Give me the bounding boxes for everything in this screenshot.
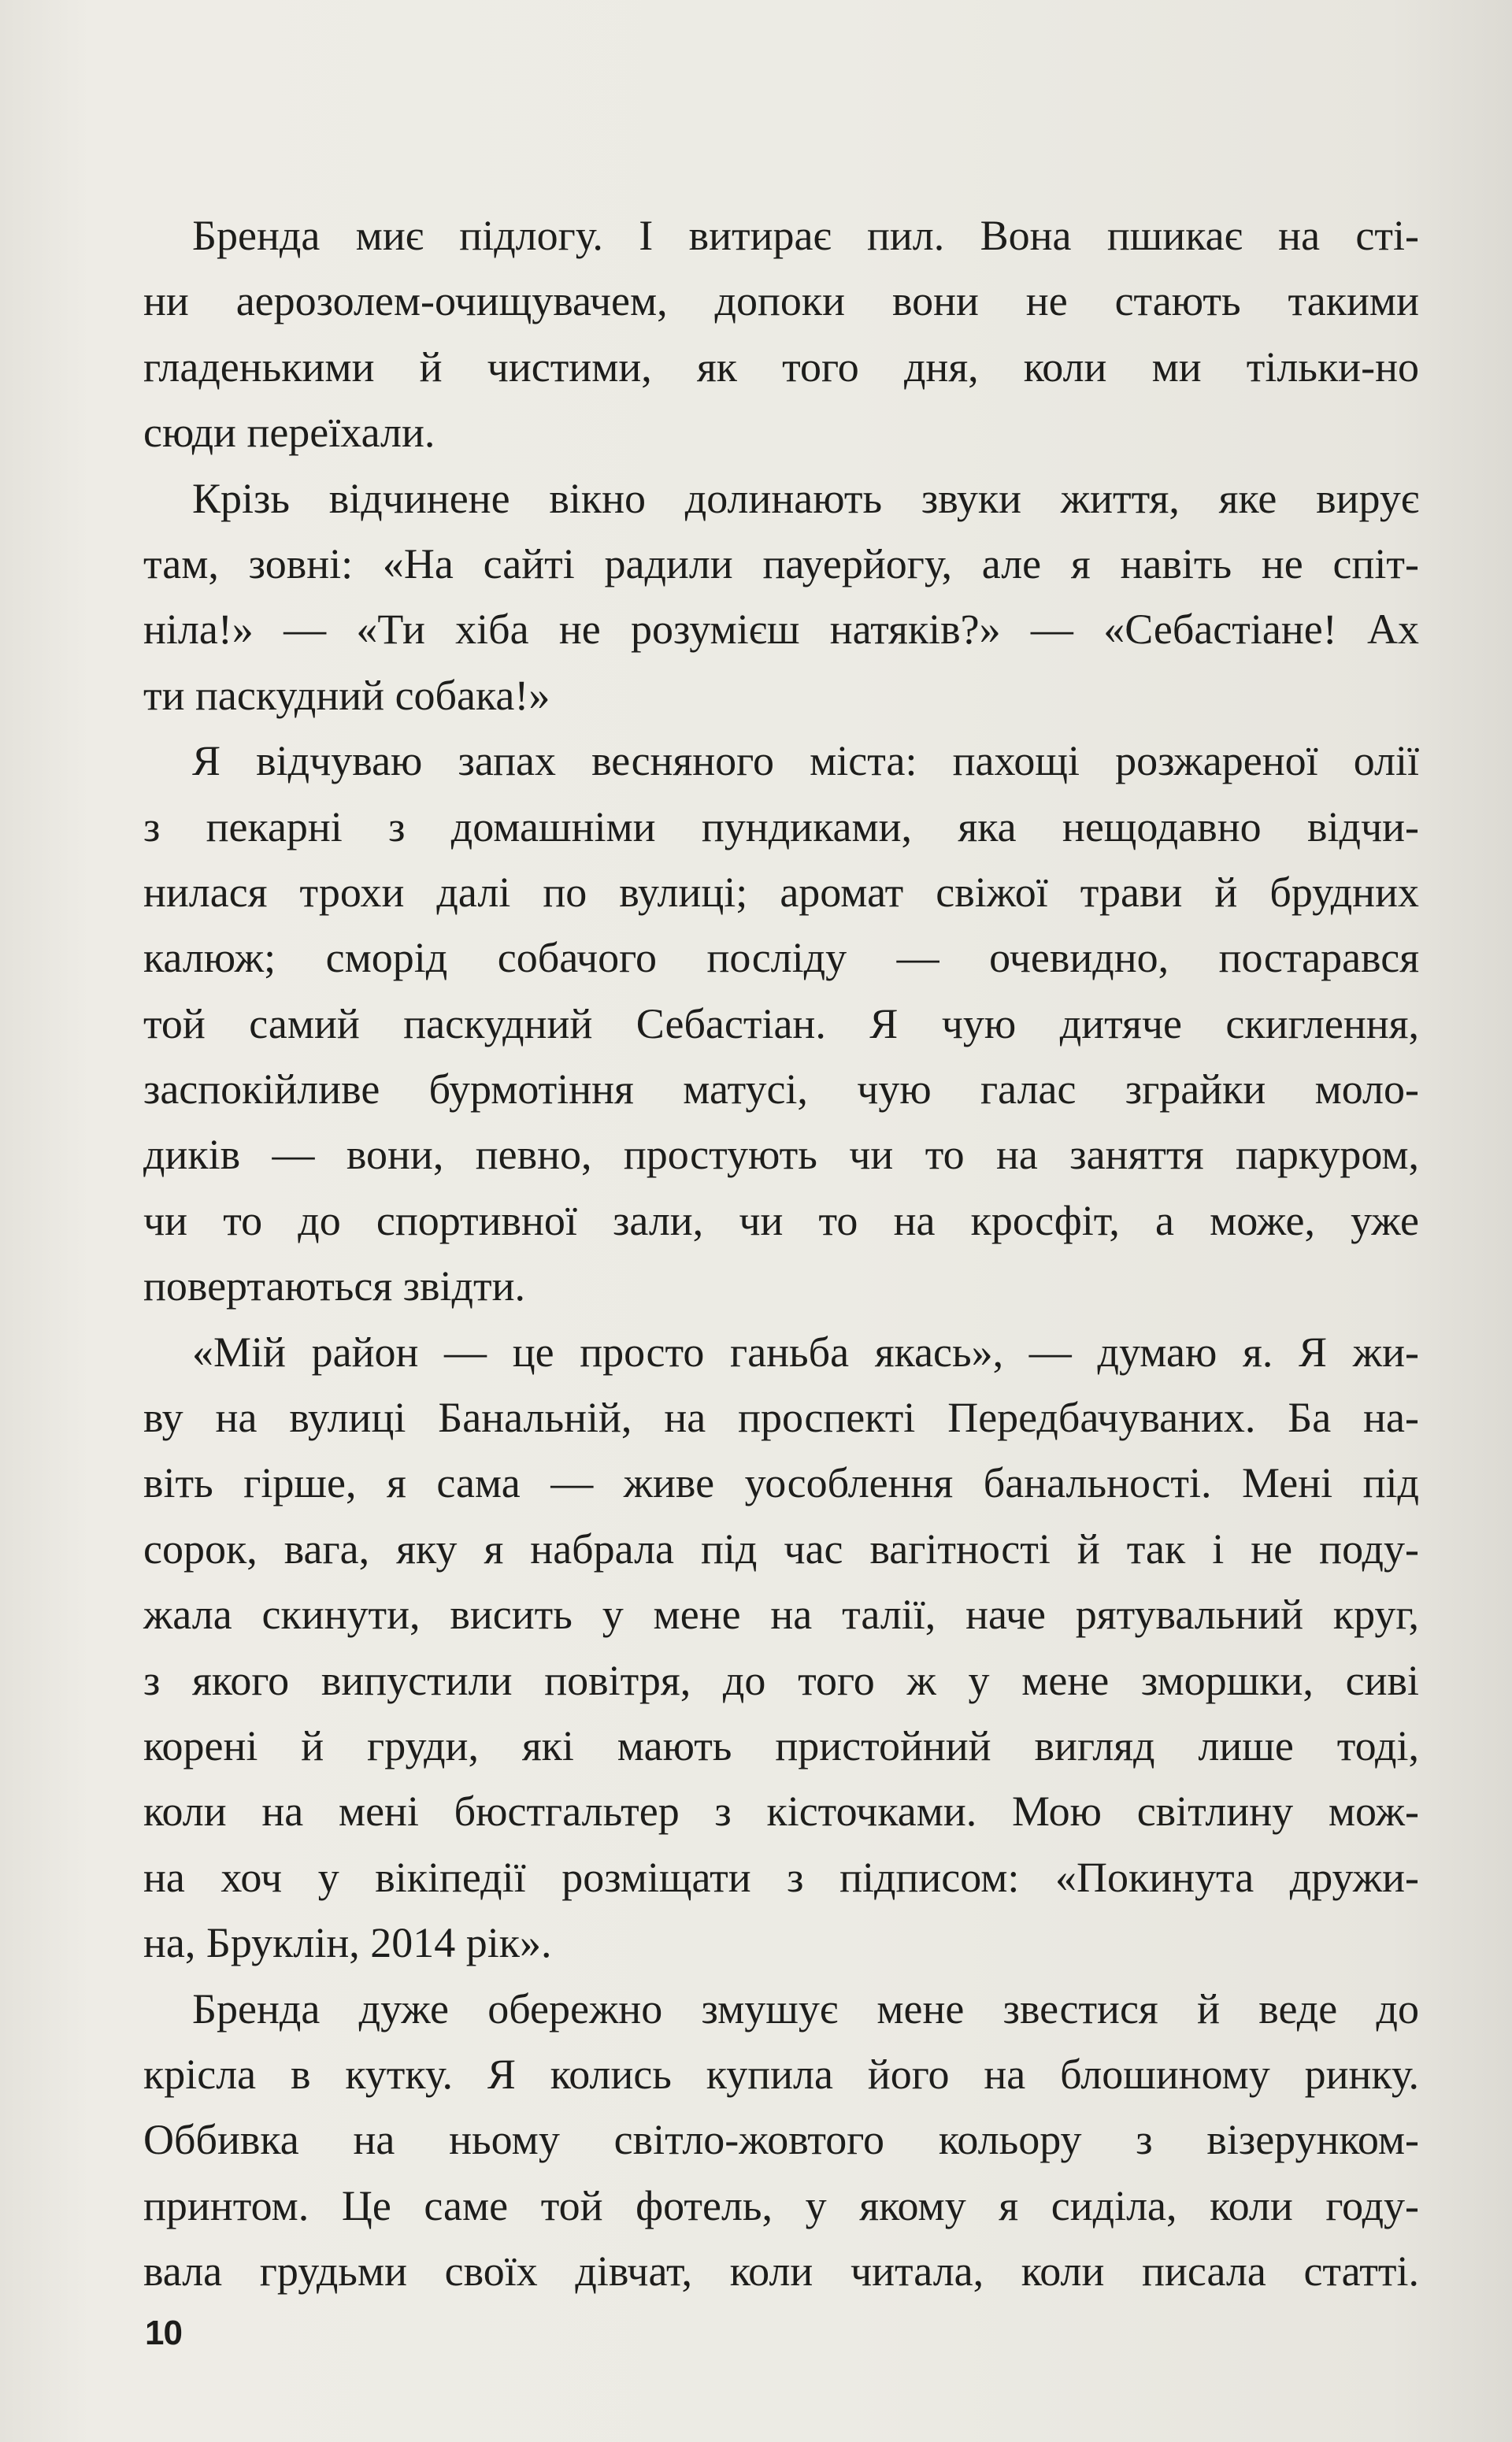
text-line: диків — вони, певно, простують чи то на заняття паркуром,	[143, 1131, 1419, 1179]
text-line: сорок, вага, яку я набрала під час вагітності й так і не поду-	[143, 1525, 1419, 1573]
paragraph	[143, 203, 1419, 466]
text-line: повертаються звідти.	[143, 1262, 526, 1310]
text-line: той самий паскудний Себастіан. Я чую дитяче скиглення,	[143, 999, 1419, 1047]
text-line: ни аерозолем-очищувачем, допоки вони не стають такими	[143, 277, 1419, 325]
paragraph	[143, 728, 1419, 1320]
paragraph	[143, 1320, 1419, 1977]
text-line: принтом. Це саме той фотель, у якому я сиділа, коли году-	[143, 2181, 1420, 2229]
text-line: з пекарні з домашніми пундиками, яка нещодавно відчи-	[143, 802, 1419, 850]
text-line: Оббивка на ньому світло-жовтого кольору з візерунком-	[143, 2116, 1419, 2164]
body-text	[143, 203, 1419, 2305]
text-line: крісла в кутку. Я колись купила його на блошиному ринку.	[143, 2050, 1419, 2098]
text-line: заспокійливе бурмотіння матусі, чую галас зграйки моло-	[143, 1065, 1419, 1114]
text-line: чи то до спортивної зали, чи то на кросфіт, а може, уже	[143, 1196, 1419, 1244]
text-line: Бренда миє підлогу. І витирає пил. Вона пшикає на сті-	[192, 212, 1419, 259]
text-line: там, зовні: «На сайті радили пауерйогу, але я навіть не спіт-	[143, 539, 1419, 587]
text-line: калюж; сморід собачого посліду — очевидно, постарався	[143, 934, 1420, 982]
text-line: на хоч у вікіпедії розміщати з підписом: «Покинута дружи-	[143, 1853, 1420, 1901]
text-line: вала грудьми своїх дівчат, коли читала, коли писала статті.	[143, 2247, 1419, 2296]
text-line: жала скинути, висить у мене на талії, наче рятувальний круг,	[143, 1591, 1419, 1639]
text-line: Бренда дуже обережно змушує мене звестися й веде до	[192, 1984, 1419, 2033]
text-line: сюди переїхали.	[143, 409, 435, 457]
text-line: ти паскудний собака!»	[143, 671, 550, 719]
paragraph	[143, 1977, 1419, 2305]
text-line: ву на вулиці Банальній, на проспекті Передбачуваних. Ба на-	[143, 1394, 1420, 1442]
text-line: ніла!» — «Ти хіба не розумієш натяків?» — «Себастіане! Ах	[143, 606, 1419, 654]
text-line: коли на мені бюстгальтер з кісточками. Мою світлину мож-	[143, 1788, 1420, 1836]
text-line: Крізь відчинене вікно долинають звуки життя, яке вирує	[192, 474, 1420, 522]
page-number: 10	[145, 2314, 182, 2352]
text-line: гладенькими й чистими, як того дня, коли ми тільки-но	[143, 343, 1419, 391]
text-line: корені й груди, які мають пристойний вигляд лише тоді,	[143, 1721, 1420, 1769]
text-line: «Мій район — це просто ганьба якась», — думаю я. Я жи-	[192, 1328, 1419, 1376]
paragraph	[143, 466, 1419, 729]
text-line: Я відчуваю запах весняного міста: пахощі розжареної олії	[192, 737, 1420, 785]
text-line: на, Бруклін, 2014 рік».	[143, 1919, 552, 1967]
text-line: нилася трохи далі по вулиці; аромат свіжої трави й брудних	[143, 868, 1419, 916]
text-line: з якого випустили повітря, до того ж у мене зморшки, сиві	[143, 1656, 1419, 1704]
text-line: віть гірше, я сама — живе уособлення банальності. Мені під	[143, 1459, 1420, 1507]
